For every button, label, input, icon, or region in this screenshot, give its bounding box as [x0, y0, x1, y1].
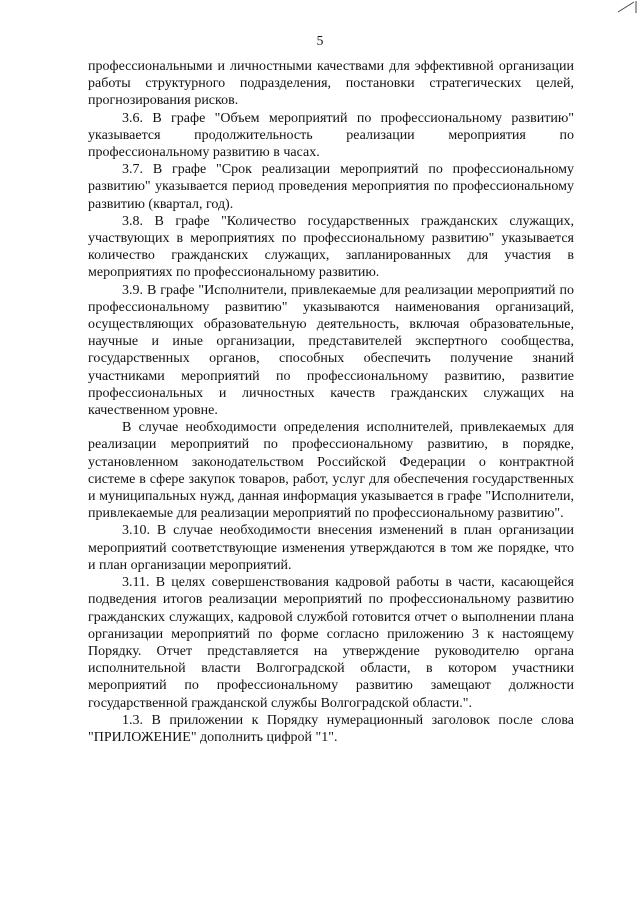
paragraph-1-3: 1.3. В приложении к Порядку нумерационный заголовок после слова "ПРИЛОЖЕНИЕ" дополнить цифрой "1".	[88, 712, 574, 745]
paragraph-3-9: 3.9. В графе "Исполнители, привлекаемые для реализации мероприятий по профессиональному развитию" указываются наименования организаций, осуществляющих образовательную деятельность, включая образовательные, научные и иные организации, представителей экспертного сообщества, государственных органов, способных обеспечить получение знаний участниками мероприятий по профессиональному развитию, развитие профессиональных и личностных качеств гражданских служащих на качественном уровне.	[88, 282, 574, 419]
document-body	[88, 58, 574, 746]
paragraph-3-7: 3.7. В графе "Срок реализации мероприятий по профессиональному развитию" указывается период проведения мероприятия по профессиональному развитию (квартал, год).	[88, 162, 574, 212]
scan-corner-mark	[616, 0, 638, 14]
paragraph-3-6: 3.6. В графе "Объем мероприятий по профессиональному развитию" указывается продолжительность реализации мероприятия по профессиональному развитию в часах.	[88, 110, 574, 161]
paragraph-3-11: 3.11. В целях совершенствования кадровой работы в части, касающейся подведения итогов реализации мероприятий по профессиональному развитию гражданских служащих, кадровой службой готовится отчет о выполнении плана организации мероприятий по форме согласно приложению 3 к настоящему Порядку. Отчет представляется на утверждение руководителю органа исполнительной власти Волгоградской области, в котором участники мероприятий по профессиональному развитию замещают должности государственной гражданской службы Волгоградской области.".	[88, 575, 574, 711]
paragraph-3-10: 3.10. В случае необходимости внесения изменений в план организации мероприятий соответствующие изменения утверждаются в том же порядке, что и план организации мероприятий.	[88, 523, 574, 573]
paragraph-continuation: профессиональными и личностными качествами для эффективной организации работы структурного подразделения, постановки стратегических целей, прогнозирования рисков.	[88, 59, 574, 109]
paragraph-3-9-continued: В случае необходимости определения исполнителей, привлекаемых для реализации мероприятий по профессиональному развитию, в порядке, установленном законодательством Российской Федерации о контрактной системе в сфере закупок товаров, работ, услуг для обеспечения государственных и муниципальных нужд, данная информация указывается в графе "Исполнители, привлекаемые для реализации мероприятий по профессиональному развитию".	[88, 420, 574, 522]
paragraph-3-8: 3.8. В графе "Количество государственных гражданских служащих, участвующих в мероприятиях по профессиональному развитию" указывается количество гражданских служащих, запланированных для участия в мероприятиях по профессиональному развитию.	[88, 213, 574, 281]
page-number: 5	[316, 33, 324, 48]
